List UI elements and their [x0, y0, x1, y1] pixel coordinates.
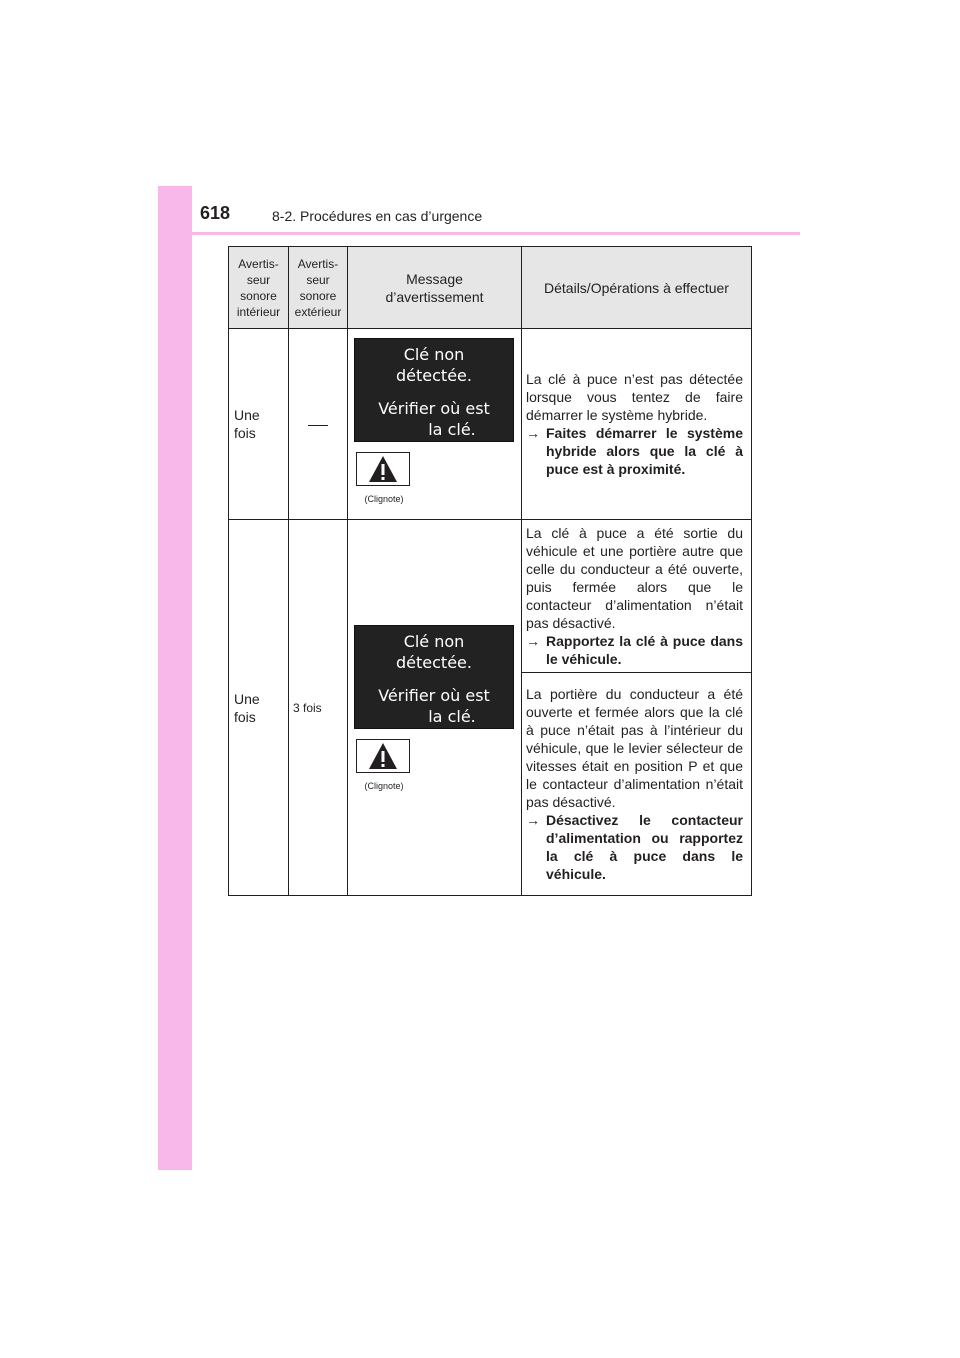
warning-triangle-icon — [368, 455, 398, 483]
details-cell: La clé à puce a été sortie du véhicule et une portière autre que celle du conducteur a été ouverte, puis fermée alors que le contacteur d’alimentation n’était pas désactivé. → Rapportez la clé à puce dans le véhicule. — [522, 520, 752, 673]
page-number: 618 — [200, 203, 231, 223]
action-item: → Faites démarrer le système hybride alors que la clé à puce est à proximité. — [526, 425, 743, 477]
arrow-icon: → — [526, 425, 540, 441]
details-cell: La portière du conducteur a été ouverte et fermée alors que la clé à puce n’était pas à l’intérieur du véhicule, que le levier sélecteur de vitesses était en position P et que le contacteur d’alimentation n’était pas désactivé. → Désactivez le contacteur d’alimentation ou rapportez la clé à puce dans le véhicule. — [522, 673, 752, 896]
display-screen: Clé non détectée. Vérifier où est la clé. — [354, 625, 514, 729]
header-message: Message d’avertissement — [348, 247, 522, 329]
arrow-icon: → — [526, 812, 540, 828]
section-title: 8-2. Procédures en cas d’urgence — [272, 208, 483, 224]
interior-buzzer-cell: Une fois — [229, 329, 289, 520]
table-row — [229, 520, 752, 673]
header-details: Détails/Opérations à effectuer — [522, 247, 752, 329]
message-cell — [348, 329, 522, 520]
exterior-buzzer-cell: 3 fois — [289, 520, 348, 896]
action-item: → Rapportez la clé à puce dans le véhicule. — [526, 633, 743, 667]
header-rule — [158, 232, 800, 235]
header-interior-buzzer: Avertis- seur sonore intérieur — [229, 247, 289, 329]
details-cell: La clé à puce n’est pas détectée lorsque vous tentez de faire démarrer le système hybride. → Faites démarrer le système hybride alors que la clé à puce est à proximité. — [522, 329, 752, 520]
arrow-icon: → — [526, 633, 540, 649]
warning-indicator — [356, 739, 412, 791]
blink-label: (Clignote) — [364, 494, 404, 504]
dash-none — [308, 425, 328, 426]
table-row — [229, 329, 752, 520]
interior-buzzer-cell: Une fois — [229, 520, 289, 896]
action-item: → Désactivez le contacteur d’alimentation ou rapportez la clé à puce dans le véhicule. — [526, 812, 743, 882]
message-cell — [348, 520, 522, 896]
header-exterior-buzzer: Avertis- seur sonore extérieur — [289, 247, 348, 329]
table-header-row — [229, 247, 752, 329]
warning-triangle-icon — [368, 742, 398, 770]
side-color-strip — [158, 186, 192, 1170]
display-screen: Clé non détectée. Vérifier où est la clé. — [354, 338, 514, 442]
exterior-buzzer-cell — [289, 329, 348, 520]
warning-indicator — [356, 452, 412, 504]
blink-label: (Clignote) — [364, 780, 404, 791]
warning-table — [228, 246, 752, 896]
